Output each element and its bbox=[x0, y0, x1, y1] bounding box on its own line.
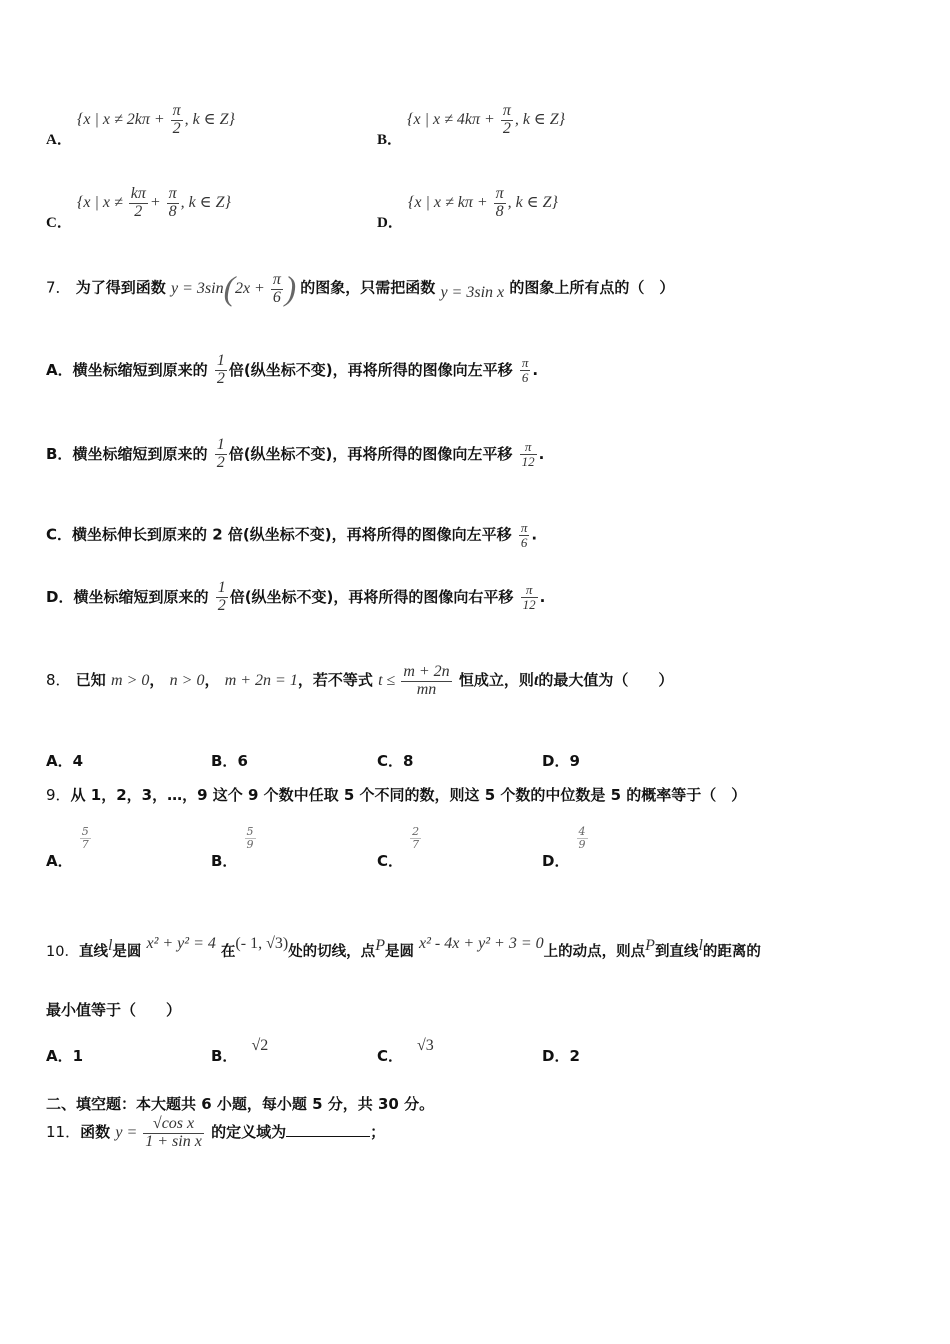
option-text: 横坐标缩短到原来的 bbox=[72, 444, 208, 463]
q8-option-c bbox=[377, 750, 413, 771]
question-number: 11． bbox=[46, 1122, 81, 1141]
option-value: √3 bbox=[417, 1037, 434, 1054]
math-expression: m + 2n = 1 bbox=[224, 671, 298, 689]
paren-close: ) bbox=[284, 270, 297, 307]
q10-stem-line1 bbox=[46, 935, 761, 961]
option-value: 9 bbox=[569, 752, 580, 770]
q10-stem-line2: 最小值等于（ ） bbox=[46, 1001, 182, 1019]
expr-part: , k ∈ Z} bbox=[514, 110, 566, 128]
fraction bbox=[519, 521, 530, 549]
q6-option-b bbox=[377, 102, 566, 148]
inequality bbox=[378, 663, 454, 698]
frac-den: 12 bbox=[522, 596, 536, 612]
frac-den: 1 + sin x bbox=[145, 1132, 202, 1150]
frac-num: m + 2n bbox=[403, 663, 450, 680]
math-expression: n > 0 bbox=[169, 671, 205, 689]
q9-stem bbox=[46, 784, 746, 805]
math-variable: P bbox=[375, 937, 385, 954]
option-label: A． bbox=[46, 852, 73, 870]
option-text: . bbox=[532, 360, 539, 379]
set-expression bbox=[407, 185, 558, 220]
option-label: C． bbox=[377, 852, 404, 870]
frac-num: 1 bbox=[216, 352, 225, 369]
frac-num: √cos x bbox=[143, 1116, 204, 1134]
option-label: D． bbox=[377, 214, 403, 231]
question-number: 8． bbox=[46, 670, 71, 689]
frac-num: 5 bbox=[246, 825, 254, 838]
stem-text: 处的切线，点 bbox=[288, 944, 376, 960]
option-value: 6 bbox=[237, 752, 248, 770]
option-label: D． bbox=[542, 752, 570, 770]
fraction bbox=[216, 580, 228, 615]
stem-text: 上的动点，则点 bbox=[543, 944, 646, 960]
frac-num: π bbox=[502, 102, 511, 119]
q10-option-a bbox=[46, 1045, 83, 1066]
stem-text: 直线 bbox=[78, 944, 108, 960]
expr-part: y = 3sin bbox=[171, 279, 224, 297]
option-label: C． bbox=[377, 752, 404, 770]
fraction bbox=[494, 186, 506, 221]
q6-option-c bbox=[46, 185, 231, 231]
option-label: D． bbox=[46, 587, 74, 606]
expr-part: + bbox=[149, 193, 161, 211]
stem-text: 的距离的 bbox=[702, 944, 761, 960]
set-expression bbox=[76, 102, 235, 137]
set-expression bbox=[407, 102, 566, 137]
frac-num: π bbox=[521, 355, 529, 371]
option-label: A． bbox=[46, 752, 73, 770]
q11-stem bbox=[46, 1116, 385, 1151]
option-label: C． bbox=[46, 525, 73, 544]
stem-text: ，若不等式 bbox=[297, 670, 373, 689]
fraction bbox=[501, 103, 513, 138]
section-title: 二、填空题：本大题共 6 小题，每小题 5 分，共 30 分。 bbox=[46, 1095, 435, 1113]
option-label: C． bbox=[377, 1047, 404, 1065]
option-value: 4 bbox=[72, 752, 84, 770]
stem-text: 的最大值为（ ） bbox=[538, 670, 674, 689]
stem-text: 函数 bbox=[80, 1122, 111, 1141]
option-text: 倍(纵坐标不变)，再将所得的图像向右平移 bbox=[229, 587, 514, 606]
fraction bbox=[520, 356, 531, 384]
expr-part: t ≤ bbox=[378, 671, 396, 689]
frac-den: 12 bbox=[521, 453, 535, 469]
frac-den: 8 bbox=[168, 202, 177, 220]
frac-num: 2 bbox=[412, 825, 420, 838]
fraction bbox=[520, 440, 537, 468]
fraction bbox=[401, 664, 451, 699]
option-label: A． bbox=[46, 360, 73, 379]
option-label: C． bbox=[46, 214, 72, 231]
function-expression bbox=[171, 270, 300, 307]
stem-text: 是圆 bbox=[112, 944, 142, 960]
stem-text: 的定义域为 bbox=[211, 1122, 287, 1141]
option-label: A． bbox=[46, 1047, 73, 1065]
option-text: 倍(纵坐标不变)，再将所得的图像向左平移 bbox=[228, 360, 513, 379]
option-value: 8 bbox=[403, 752, 414, 770]
option-label: D． bbox=[542, 852, 570, 870]
q10-option-d bbox=[542, 1045, 580, 1066]
stem-text: ； bbox=[370, 1122, 386, 1141]
expr-part: {x | x ≠ bbox=[76, 193, 123, 211]
expr-part: {x | x ≠ kπ + bbox=[407, 193, 488, 211]
circle-equation: x² - 4x + y² + 3 = 0 bbox=[419, 935, 544, 952]
option-label: B． bbox=[211, 852, 238, 870]
point-coordinate: (- 1, √3) bbox=[235, 935, 289, 952]
expr-part: {x | x ≠ 4kπ + bbox=[407, 110, 495, 128]
math-variable: l bbox=[107, 937, 113, 954]
frac-den: 2 bbox=[134, 202, 143, 220]
q7-option-b bbox=[46, 437, 544, 472]
stem-text: 从 1，2，3，…，9 这个 9 个数中任取 5 个不同的数，则这 5 个数的中位数是 5 的概率等于（ ） bbox=[70, 786, 747, 804]
frac-num: π bbox=[172, 102, 181, 119]
frac-den: 2 bbox=[172, 119, 181, 137]
fraction bbox=[171, 103, 183, 138]
stem-text: 已知 bbox=[75, 670, 106, 689]
fraction bbox=[80, 826, 91, 850]
expr-part: y = bbox=[115, 1123, 138, 1141]
option-value: 2 bbox=[569, 1047, 580, 1065]
stem-text: 为了得到函数 bbox=[75, 278, 166, 297]
expr-part: 2x + bbox=[234, 279, 265, 297]
expr-part: , k ∈ Z} bbox=[507, 193, 558, 211]
q9-option-c bbox=[377, 825, 423, 870]
stem-text: 在 bbox=[220, 944, 236, 960]
stem-text: 恒成立，则 bbox=[458, 670, 534, 689]
frac-num: π bbox=[168, 185, 177, 202]
q10-option-c bbox=[377, 1034, 434, 1065]
frac-den: 6 bbox=[272, 288, 281, 306]
frac-den: 9 bbox=[246, 837, 254, 851]
frac-den: 6 bbox=[520, 534, 528, 550]
fraction bbox=[245, 826, 256, 850]
answer-blank[interactable] bbox=[286, 1122, 370, 1137]
option-text: . bbox=[539, 587, 546, 606]
fraction bbox=[215, 353, 227, 388]
fraction bbox=[215, 437, 227, 472]
fraction bbox=[577, 826, 588, 850]
frac-den: 2 bbox=[216, 369, 225, 387]
fraction bbox=[521, 583, 538, 611]
frac-num: π bbox=[520, 440, 537, 455]
frac-num: 1 bbox=[216, 436, 225, 453]
q6-option-a bbox=[46, 102, 235, 148]
expr-part: , k ∈ Z} bbox=[180, 193, 231, 211]
option-text: . bbox=[538, 444, 545, 463]
q7-option-c bbox=[46, 521, 537, 549]
fraction bbox=[143, 1116, 204, 1151]
frac-den: 6 bbox=[521, 369, 529, 385]
q9-option-b bbox=[211, 825, 258, 870]
fraction bbox=[410, 826, 421, 850]
frac-num: π bbox=[272, 270, 281, 288]
stem-text: 的图象，只需把函数 bbox=[300, 278, 436, 297]
option-label: B． bbox=[211, 1047, 238, 1065]
function-expression: y = 3sin x bbox=[440, 283, 505, 301]
option-label: B． bbox=[377, 131, 403, 148]
expr-part: , k ∈ Z} bbox=[184, 110, 235, 128]
q7-option-d bbox=[46, 580, 545, 615]
q9-option-a bbox=[46, 825, 93, 870]
frac-den: 2 bbox=[502, 119, 511, 137]
frac-den: 2 bbox=[217, 596, 226, 614]
option-text: 横坐标缩短到原来的 bbox=[73, 587, 209, 606]
question-number: 7． bbox=[46, 278, 71, 297]
option-text: 倍(纵坐标不变)，再将所得的图像向左平移 bbox=[228, 444, 513, 463]
q7-option-a bbox=[46, 353, 538, 388]
math-variable: t bbox=[533, 671, 539, 689]
frac-den: 8 bbox=[495, 202, 504, 220]
circle-equation: x² + y² = 4 bbox=[146, 935, 216, 952]
q8-option-b bbox=[211, 750, 248, 771]
fraction bbox=[129, 186, 148, 221]
q7-stem bbox=[46, 270, 674, 308]
stem-text: 是圆 bbox=[384, 944, 414, 960]
option-label: D． bbox=[542, 1047, 570, 1065]
stem-text: 到直线 bbox=[654, 944, 699, 960]
option-value: √2 bbox=[251, 1037, 269, 1054]
frac-num: π bbox=[495, 185, 504, 202]
q8-option-a bbox=[46, 750, 83, 771]
option-label: B． bbox=[46, 444, 73, 463]
option-label: A． bbox=[46, 131, 72, 148]
math-variable: l bbox=[698, 937, 703, 954]
fraction bbox=[271, 272, 283, 307]
frac-den: 2 bbox=[216, 453, 225, 471]
expr-part: {x | x ≠ 2kπ + bbox=[76, 110, 165, 128]
function-expression bbox=[115, 1115, 205, 1150]
frac-den: 7 bbox=[412, 837, 420, 851]
stem-text: ， bbox=[149, 670, 165, 689]
option-label: B． bbox=[211, 752, 238, 770]
stem-text: ， bbox=[204, 670, 220, 689]
stem-text: 的图象上所有点的（ ） bbox=[509, 278, 675, 297]
question-number: 9． bbox=[46, 786, 71, 804]
frac-num: π bbox=[521, 583, 538, 598]
option-text: 横坐标伸长到原来的 2 倍(纵坐标不变)，再将所得的图像向左平移 bbox=[72, 525, 512, 544]
option-value: 1 bbox=[72, 1047, 84, 1065]
frac-num: 1 bbox=[217, 579, 226, 596]
q9-option-d bbox=[542, 825, 590, 870]
math-expression: m > 0 bbox=[111, 671, 150, 689]
frac-den: 9 bbox=[578, 837, 586, 851]
paren-open: ( bbox=[223, 270, 235, 307]
frac-den: 7 bbox=[81, 837, 89, 851]
frac-num: 4 bbox=[578, 825, 586, 838]
option-text: . bbox=[531, 525, 538, 544]
frac-num: kπ bbox=[130, 185, 146, 202]
frac-num: π bbox=[520, 520, 528, 535]
option-text: 横坐标缩短到原来的 bbox=[72, 360, 208, 379]
q8-stem bbox=[46, 664, 673, 699]
q10-option-b bbox=[211, 1034, 269, 1065]
math-variable: P bbox=[645, 937, 655, 954]
fraction bbox=[167, 186, 179, 221]
q6-option-d bbox=[377, 185, 558, 231]
frac-num: 5 bbox=[81, 825, 89, 838]
q8-option-d bbox=[542, 750, 580, 771]
question-number: 10． bbox=[46, 944, 79, 960]
frac-den: mn bbox=[416, 680, 437, 698]
